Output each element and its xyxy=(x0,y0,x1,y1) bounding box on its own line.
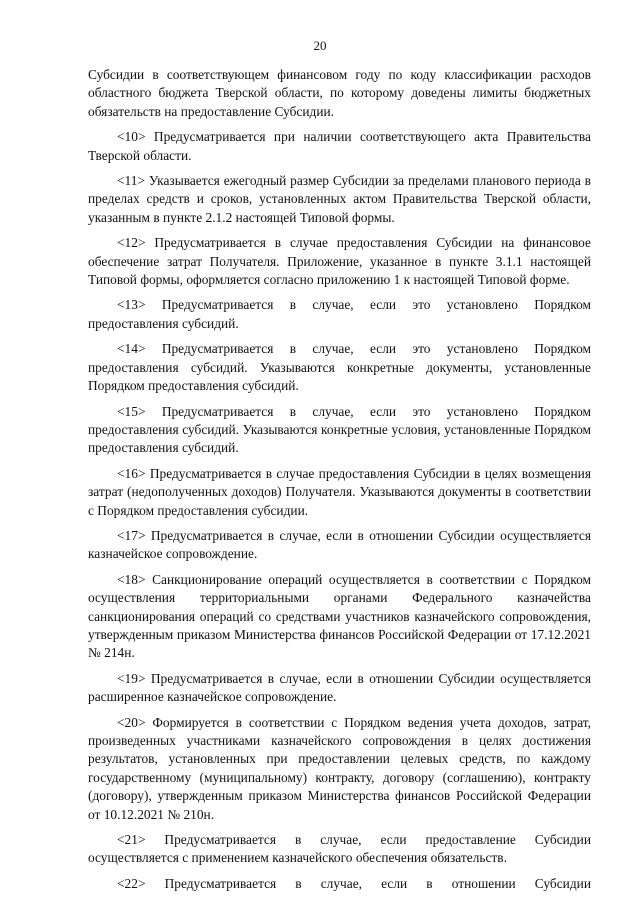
footnote-15: <15> Предусматривается в случае, если это установлено Порядком предоставления субсидий. Указываются конкретные условия, установленные Порядком предоставления субсидий. xyxy=(88,403,591,456)
document-body xyxy=(88,66,591,893)
footnote-10: <10> Предусматривается при наличии соответствующего акта Правительства Тверской области. xyxy=(88,129,591,163)
footnote-20: <20> Формируется в соответствии с Порядком ведения учета доходов, затрат, произведенных участниками казначейского сопровождения в целях достижения результатов, установленных при предоставлении целевых средств, по каждому государственному (муниципальному) контракту, договору (соглашению), контракту (договору), утвержденным приказом Министерства финансов Российской Федерации от 10.12.2021 № 210н. xyxy=(88,714,591,822)
footnote-21: <21> Предусматривается в случае, если предоставление Субсидии осуществляется с применением казначейского обеспечения обязательств. xyxy=(88,832,591,866)
footnote-16: <16> Предусматривается в случае предоставления Субсидии в целях возмещения затрат (недополученных доходов) Получателя. Указываются документы в соответствии с Порядком предоставления субсидии. xyxy=(88,465,591,518)
footnote-18: <18> Санкционирование операций осуществляется в соответствии с Порядком осуществления территориальными органами Федерального казначейства санкционирования операций со средствами участников казначейского сопровождения, утвержденным приказом Министерства финансов Российской Федерации от 17.12.2021 № 214н. xyxy=(88,571,591,661)
footnote-12: <12> Предусматривается в случае предоставления Субсидии на финансовое обеспечение затрат Получателя. Приложение, указанное в пункте 3.1.1 настоящей Типовой формы, оформляется согласно приложению 1 к настоящей Типовой форме. xyxy=(88,235,591,288)
footnote-17: <17> Предусматривается в случае, если в отношении Субсидии осуществляется казначейское сопровождение. xyxy=(88,527,591,562)
footnote-13: <13> Предусматривается в случае, если это установлено Порядком предоставления субсидий. xyxy=(88,297,591,331)
paragraph-continuation: Субсидии в соответствующем финансовом году по коду классификации расходов областного бюджета Тверской области, по которому доведены лимиты бюджетных обязательств на предоставление Субсидии. xyxy=(88,67,591,119)
page-number: 20 xyxy=(313,38,327,53)
footnote-11: <11> Указывается ежегодный размер Субсидии за пределами планового периода в пределах средств и сроков, установленных актом Правительства Тверской области, указанным в пункте 2.1.2 настоящей Типовой формы. xyxy=(88,173,591,225)
footnote-22: <22> Предусматривается в случае, если в отношении Субсидии xyxy=(117,875,591,891)
footnote-19: <19> Предусматривается в случае, если в отношении Субсидии осуществляется расширенное казначейское сопровождение. xyxy=(88,670,591,705)
footnote-14: <14> Предусматривается в случае, если это установлено Порядком предоставления субсидий. Указываются конкретные документы, установленные Порядком предоставления субсидий. xyxy=(88,341,591,394)
